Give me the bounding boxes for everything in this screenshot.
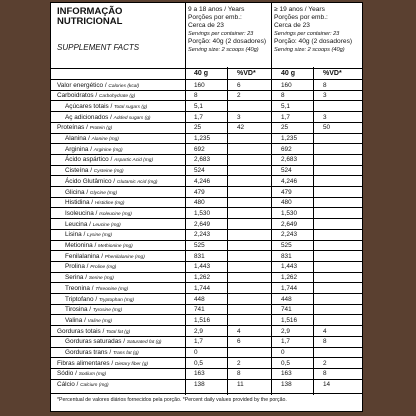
vd-youth: 42 <box>237 124 245 132</box>
value-youth: 25 <box>194 124 202 132</box>
value-adult: 0,5 <box>281 359 290 367</box>
table-row <box>51 336 362 347</box>
nutrient-name: Gorduras trans / Trans fat (g) <box>65 349 139 356</box>
value-adult: 1,744 <box>281 284 297 292</box>
value-adult: 160 <box>281 81 292 89</box>
vd-adult: 8 <box>323 338 327 346</box>
nutrient-name: Isoleucina / Isoleucine (mg) <box>65 209 132 217</box>
nutrient-name: Gorduras saturadas / Saturated fat (g) <box>65 338 162 346</box>
value-youth: 479 <box>194 188 205 196</box>
col-vd-label: %VD* <box>323 70 342 77</box>
value-youth: 524 <box>194 167 205 175</box>
nutrient-name: Fibras alimentares / Dietary fiber (g) <box>57 359 148 367</box>
nutrient-name: Leucina / Leucine (mg) <box>65 220 121 228</box>
nutrient-name: Aç adicionados / Added sugars (g) <box>65 113 151 121</box>
nutrient-name: Arginina / Arginine (mg) <box>65 145 123 153</box>
value-adult: 2,9 <box>281 327 290 335</box>
table-row <box>51 122 362 133</box>
vd-adult: 2 <box>323 359 327 367</box>
value-adult: 25 <box>281 124 289 132</box>
value-youth: 1,235 <box>194 135 210 142</box>
nutrient-name: Valor energético / Calories (kcal) <box>57 81 140 89</box>
table-row <box>51 143 362 154</box>
nutrient-name: Cisteína / Cysteine (mg) <box>65 167 124 175</box>
value-adult: 1,235 <box>281 135 297 142</box>
value-adult: 448 <box>281 295 292 303</box>
col-40g-label: 40 g <box>281 70 296 77</box>
table-row <box>51 261 362 272</box>
table-row <box>51 240 362 251</box>
value-adult: 524 <box>281 167 292 175</box>
col-40g-label: 40 g <box>194 70 209 77</box>
nutrient-name: Carboidratos / Carbohydrate (g) <box>57 92 136 100</box>
value-adult: 0 <box>281 349 285 356</box>
value-adult: 525 <box>281 242 292 249</box>
table-row <box>51 368 362 379</box>
vd-youth: 11 <box>237 381 244 389</box>
value-youth: 138 <box>194 381 205 389</box>
value-adult: 1,262 <box>281 274 297 282</box>
value-adult: 138 <box>281 381 292 389</box>
table-row <box>51 133 362 144</box>
table-row <box>51 175 362 186</box>
nutrition-label <box>50 2 363 412</box>
vd-adult: 4 <box>323 327 327 335</box>
vd-youth: 6 <box>237 338 241 346</box>
nutrient-name: Valina / Valine (mg) <box>65 316 112 324</box>
nutrient-name: Fenilalanina / Phenilalanine (mg) <box>65 252 145 260</box>
vd-youth: 2 <box>237 92 241 100</box>
value-youth: 2,683 <box>194 156 210 164</box>
vd-adult: 8 <box>323 81 327 89</box>
table-row <box>51 379 362 390</box>
table-row <box>51 197 362 208</box>
value-adult: 831 <box>281 252 292 260</box>
nutrient-name: Ácido Glutâmico / Glutamic Acid (mg) <box>65 177 158 185</box>
table-row <box>51 207 362 218</box>
vd-adult: 3 <box>323 113 327 121</box>
value-youth: 163 <box>194 370 205 378</box>
value-youth: 1,7 <box>194 338 203 346</box>
value-youth: 0 <box>194 349 198 356</box>
table-row <box>51 111 362 122</box>
vd-adult: 50 <box>323 124 331 132</box>
value-adult: 1,7 <box>281 113 290 121</box>
value-youth: 1,744 <box>194 284 210 292</box>
table-row <box>51 304 362 315</box>
value-youth: 692 <box>194 145 205 153</box>
value-youth: 2,9 <box>194 327 203 335</box>
table-row <box>51 250 362 261</box>
value-youth: 1,516 <box>194 316 210 324</box>
table-row <box>51 282 362 293</box>
nutrient-name: Alanina / Alanine (mg) <box>65 135 119 142</box>
value-adult: 1,7 <box>281 338 290 346</box>
vd-youth: 8 <box>237 370 241 378</box>
value-youth: 480 <box>194 199 205 207</box>
table-row <box>51 186 362 197</box>
value-adult: 1,516 <box>281 316 297 324</box>
nutrient-name: Triptofano / Tryptophan (mg) <box>65 295 134 303</box>
table-row <box>51 100 362 111</box>
table-row <box>51 347 362 358</box>
value-youth: 525 <box>194 242 205 249</box>
vd-adult: 3 <box>323 92 327 100</box>
value-youth: 1,7 <box>194 113 203 121</box>
nutrient-name: Lisina / Lysine (mg) <box>65 231 113 239</box>
header-col-youth: 9 a 18 anos / Years Porções por emb.: Cerca de 23 Servings per container: 23 Porção: 40g (2 dosadores) Serving size: 2 scoops (40g) <box>188 6 267 53</box>
nutrient-name: Histidina / Histidine (mg) <box>65 199 125 207</box>
header-col-adult: ≥ 19 anos / Years Porções por emb.: Cerca de 23 Servings per container: 23 Porção: 40g (2 dosadores) Serving size: 2 scoops (40g) <box>274 6 353 53</box>
nutrient-name: Proteínas / Protein (g) <box>57 124 113 132</box>
value-youth: 8 <box>194 92 198 100</box>
value-youth: 1,262 <box>194 274 210 282</box>
value-adult: 479 <box>281 188 292 196</box>
value-adult: 163 <box>281 370 292 378</box>
nutrient-name: Tirosina / Tyrosine (mg) <box>65 306 123 314</box>
vd-youth: 6 <box>237 81 241 89</box>
value-youth: 0,5 <box>194 359 203 367</box>
label-subtitle: SUPPLEMENT FACTS <box>57 43 140 52</box>
value-adult: 4,246 <box>281 177 297 185</box>
nutrient-name: Prolina / Proline (mg) <box>65 263 117 271</box>
value-youth: 741 <box>194 306 205 314</box>
vd-youth: 4 <box>237 327 241 335</box>
value-youth: 5,1 <box>194 102 203 110</box>
vd-adult: 14 <box>323 381 331 389</box>
value-adult: 1,530 <box>281 209 297 217</box>
label-header <box>51 3 362 65</box>
table-row <box>51 325 362 336</box>
value-adult: 480 <box>281 199 292 207</box>
vd-adult: 8 <box>323 370 327 378</box>
vd-youth: 3 <box>237 113 241 121</box>
value-adult: 8 <box>281 92 285 100</box>
value-adult: 2,649 <box>281 220 297 228</box>
value-youth: 831 <box>194 252 205 260</box>
table-row <box>51 165 362 176</box>
value-adult: 2,243 <box>281 231 297 239</box>
table-row <box>51 229 362 240</box>
table-row <box>51 90 362 101</box>
nutrient-name: Açúcares totais / Total sugars (g) <box>65 102 148 110</box>
value-adult: 5,1 <box>281 102 290 110</box>
table-row <box>51 218 362 229</box>
value-adult: 692 <box>281 145 292 153</box>
nutrient-name: Ácido aspártico / Aspartic Acid (mg) <box>65 156 154 164</box>
nutrient-name: Glicina / Glycine (mg) <box>65 188 118 196</box>
column-header-row <box>51 68 362 79</box>
footnote: *Percentual de valores diários fornecidos pela porção. *Percent daily values provided by the porção. <box>51 393 362 411</box>
value-adult: 1,443 <box>281 263 297 271</box>
vd-youth: 2 <box>237 359 241 367</box>
nutrient-name: Sódio / Sodium (mg) <box>57 370 107 378</box>
table-row <box>51 79 362 90</box>
value-adult: 2,683 <box>281 156 297 164</box>
value-youth: 160 <box>194 81 205 89</box>
value-youth: 2,649 <box>194 220 210 228</box>
nutrient-name: Cálcio / Calcium (mg) <box>57 381 109 389</box>
col-vd-label: %VD* <box>237 70 256 77</box>
value-youth: 1,530 <box>194 209 210 217</box>
nutrient-name: Gorduras totais / Total fat (g) <box>57 327 131 335</box>
table-row <box>51 154 362 165</box>
table-row <box>51 314 362 325</box>
value-youth: 1,443 <box>194 263 210 271</box>
value-youth: 2,243 <box>194 231 210 239</box>
nutrient-name: Treonina / Threonine (mg) <box>65 284 129 292</box>
table-row <box>51 272 362 283</box>
table-row <box>51 293 362 304</box>
nutrient-name: Metionina / Methionine (mg) <box>65 242 133 249</box>
value-adult: 741 <box>281 306 292 314</box>
value-youth: 4,246 <box>194 177 210 185</box>
nutrient-name: Serina / Serine (mg) <box>65 274 114 282</box>
label-title: INFORMAÇÃO NUTRICIONAL <box>57 6 123 27</box>
table-row <box>51 357 362 368</box>
value-youth: 448 <box>194 295 205 303</box>
